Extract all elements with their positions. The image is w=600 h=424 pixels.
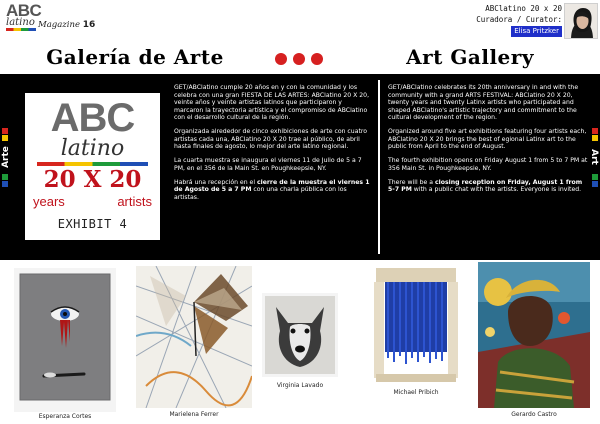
spanish-paragraph [174, 179, 370, 202]
color-square [2, 135, 8, 141]
artwork-castro [478, 262, 590, 408]
red-dot [293, 53, 305, 65]
english-p4-end: with a public chat with the artists. Everyone is invited. [411, 186, 582, 193]
spanish-paragraph: Organizada alrededor de cinco exhibiciones de arte con cuatro artistas cada una, ABClatino 20 X 20 trae al público, de abril hasta finales de agosto, lo mejor del arte latino regional. [174, 128, 368, 150]
english-paragraph: The fourth exhibition opens on Friday August 1 from 5 to 7 PM at 356 Main St. in Poughkeepsie, NY. [388, 157, 588, 172]
color-square [2, 181, 8, 187]
card-years: years [33, 194, 65, 209]
artwork-lavado [262, 293, 338, 377]
card-20x20: 20 X 20 [43, 166, 142, 193]
color-square [592, 174, 598, 180]
spanish-p4-start: Habrá una recepción en el [174, 178, 257, 186]
artist-caption: Esperanza Cortes [38, 413, 92, 420]
curator-line-1: ABClatino 20 x 20 [485, 4, 562, 13]
card-exhibit-number: EXHIBIT 4 [57, 217, 128, 231]
magazine-logo: ABC [6, 1, 42, 20]
english-text-column [388, 84, 588, 200]
color-square [592, 181, 598, 187]
english-paragraph: GET/ABClatino celebrates its 20th anniversary in and with the community with a grand ARTS FESTIVAL: ABClatino 20 X 20, twenty years and twenty Latinx artists who participated and shaped ABClatino's artistic trajectory and commitment to the cultural development of the region. [388, 84, 579, 121]
spanish-p4-end: con una charla pública con los artistas. [174, 186, 347, 201]
red-dot [275, 53, 287, 65]
artwork-cortes [14, 268, 116, 412]
english-title: Art Gallery [406, 45, 534, 69]
curator-block [476, 3, 562, 37]
english-p4-bold: closing reception on Friday, August 1 from 5-7 PM [388, 178, 583, 193]
artist-caption: Marielena Ferrer [169, 411, 219, 418]
curator-avatar [564, 3, 598, 39]
artwork-ferrer [136, 266, 252, 408]
column-divider [378, 80, 380, 254]
spanish-text-column [174, 84, 370, 208]
issue-magazine: Magazine [38, 20, 80, 30]
artist-caption: Virginia Lavado [276, 382, 324, 389]
color-square [592, 128, 598, 134]
exhibit-card [25, 93, 160, 240]
english-paragraph [388, 179, 588, 194]
spanish-paragraph: GET/ABClatino cumple 20 años en y con la comunidad y los celebra con una gran FIESTA DE LAS ARTES: ABClatino 20 X 20, veinte años y veinte artistas latinos que participaron y marcaron la trayectoria artística y el compromiso de ABClatino con el desarrollo cultural de la región. [174, 84, 370, 121]
spanish-paragraph: La cuarta muestra se inaugura el viernes 11 de Julio de 5 a 7 PM, en el 356 de la Main St. en Poughkeepsie, NY. [174, 157, 362, 172]
artwork-pribich [368, 262, 464, 386]
card-latino: latino [60, 136, 125, 161]
side-label-left: Arte [0, 146, 11, 168]
english-paragraph: Organized around five art exhibitions featuring four artists each, ABClatino 20 X 20 brings the best of egional Latinx art to the public from April to the end of August. [388, 128, 587, 150]
logo-color-stripe [6, 28, 36, 31]
side-tab-right [590, 128, 600, 188]
color-square [2, 174, 8, 180]
magazine-logo-latino: latino [6, 17, 35, 28]
issue-number: 16 [82, 20, 96, 30]
artist-caption: Gerardo Castro [511, 411, 557, 418]
card-abc: ABC [50, 96, 135, 140]
side-label-right: Art [588, 149, 599, 165]
issue-label [38, 20, 95, 30]
color-square [592, 135, 598, 141]
curator-line-2: Curadora / Curator: [476, 15, 562, 24]
card-artists: artists [117, 194, 152, 209]
artist-caption: Michael Pribich [393, 389, 439, 396]
side-tab-left [0, 128, 10, 188]
spanish-title: Galería de Arte [46, 45, 224, 69]
curator-name: Elisa Pritzker [511, 26, 562, 37]
english-p4-start: There will be a [388, 178, 435, 186]
red-dot [311, 53, 323, 65]
spanish-p4-bold: cierre de la muestra el viernes 1 de Agosto de 5 a 7 PM [174, 178, 370, 193]
title-dots [275, 53, 323, 67]
color-square [2, 128, 8, 134]
